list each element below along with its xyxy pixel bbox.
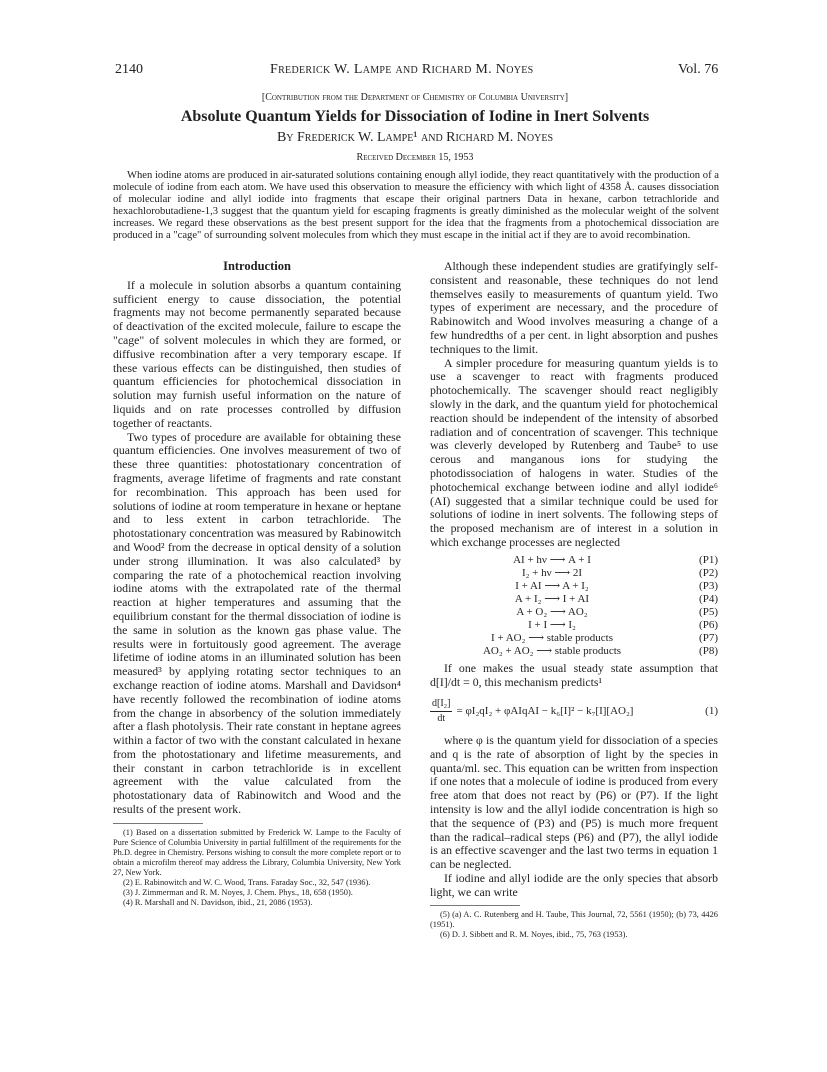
footnotes-left: [113, 828, 401, 908]
reaction-list: [430, 554, 718, 658]
reaction-label: (P4): [699, 592, 718, 605]
reaction-equation: A + I₂ ⟶ I + AI: [514, 592, 590, 605]
footnote-divider: [113, 823, 203, 824]
section-heading: Introduction: [223, 259, 291, 273]
equation-fraction: [430, 697, 452, 726]
right-column: [430, 260, 718, 940]
paper-title: Absolute Quantum Yields for Dissociation of Iodine in Inert Solvents: [180, 108, 650, 125]
equation-denominator: dt: [437, 713, 446, 725]
paragraph: If a molecule in solution absorbs a quantum containing sufficient energy to cause dissociation, the potential fragments may not become permanently separated because of deactivation of the excited molecule, failure to escape the "cage" of solvent molecules in which they are formed, or diffusive recombination after a very temporary escape. If these various effects can be distinguished, then studies of quantum efficiencies for photochemical dissociation in solution may furnish useful information on the nature of liquids and on rate processes controlled by diffusion together of reactants.: [113, 277, 401, 430]
reaction-row: [430, 554, 718, 567]
reaction-label: (P8): [699, 644, 718, 657]
paragraph: Although these independent studies are gratifyingly self-consistent and reasonable, these techniques do not lend themselves easily to measurements of quantum yield. Two types of experiment are necessary, and the procedure of Rabinowitch and Wood involves measuring a change of a few hundredths of a per cent. in light absorption and pushes techniques to the limit.: [430, 259, 718, 356]
footnote: (1) Based on a dissertation submitted by Frederick W. Lampe to the Faculty of Pure Science of Columbia University in partial fulfillment of the requirements for the Ph.D. degree in Chemistry. Persons wishing to consult the more complete report or to obtain a microfilm thereof may address the Library, Columbia University, New York 27, New York.: [113, 827, 401, 877]
page-number: 2140: [115, 62, 143, 77]
footnote: (3) J. Zimmerman and R. M. Noyes, J. Chem. Phys., 18, 658 (1950).: [123, 887, 353, 897]
reaction-row: [430, 567, 718, 580]
byline: By Frederick W. Lampe¹ and Richard M. Noyes: [276, 130, 554, 145]
reaction-label: (P5): [699, 605, 718, 618]
contribution-line: [Contribution from the Department of Chemistry of Columbia University]: [261, 92, 569, 103]
reaction-label: (P2): [699, 566, 718, 579]
paragraph: If one makes the usual steady state assumption that d[I]/dt = 0, this mechanism predicts¹: [430, 660, 718, 689]
paragraph: where φ is the quantum yield for dissociation of a species and q is the rate of absorption of light by the species in quanta/ml. sec. This equation can be written from inspection if one notes that a molecule of iodine is produced from every free atom that does not react by (P6) or (P7). If the light intensity is low and the allyl iodide concentration is high so that the sequence of (P3) and (P5) is much more frequent than the radical–radical steps (P6) and (P7), the allyl iodide is an effective scavenger and the last two terms in equation 1 can be neglected.: [430, 732, 718, 872]
reaction-label: (P6): [699, 618, 718, 631]
reaction-label: (P7): [699, 631, 718, 644]
equation-label: (1): [705, 704, 718, 717]
equation-numerator: d[I₂]: [430, 697, 452, 712]
received-date: Received December 15, 1953: [356, 152, 474, 163]
reaction-equation: AO₂ + AO₂ ⟶ stable products: [482, 644, 622, 657]
reaction-row: [430, 580, 718, 593]
reaction-row: [430, 606, 718, 619]
footnotes-right: [430, 910, 718, 940]
volume-label: Vol. 76: [678, 62, 719, 77]
rate-equation: [430, 697, 718, 726]
reaction-row: [430, 593, 718, 606]
reaction-equation: I₂ + hν ⟶ 2I: [521, 566, 583, 579]
equation-rhs: = φI₂qI₂ + φAIqAI − k₆[I]² − k₇[I][AO₂]: [456, 704, 634, 717]
reaction-equation: I + AI ⟶ A + I₂: [515, 579, 589, 592]
reaction-label: (P1): [699, 553, 718, 566]
reaction-label: (P3): [699, 579, 718, 592]
reaction-equation: AI + hν ⟶ A + I: [513, 553, 591, 566]
paragraph: A simpler procedure for measuring quantum yields is to use a scavenger to react with fragments produced photochemically. The scavenger should react negligibly slowly in the dark, and the quantum yield for photochemical reaction should be independent of the intensity of absorbed radiation and of concentration of scavenger. This technique was cleverly developed by Rutenberg and Taube⁵ to use cerous and manganous ions for studying the photodissociation of halogens in water. Studies of the photochemical exchange between iodine and allyl iodide⁶ (AI) suggested that a similar technique could be used for solutions of iodine in inert solvents. The following steps of the proposed mechanism are of interest in a solution in which exchange processes are neglected: [430, 355, 718, 549]
footnote: (4) R. Marshall and N. Davidson, ibid., 21, 2086 (1953).: [123, 897, 313, 907]
footnote: (5) (a) A. C. Rutenberg and H. Taube, This Journal, 72, 5561 (1950); (b) 73, 4426 (1951).: [430, 910, 718, 930]
reaction-row: [430, 619, 718, 632]
abstract: When iodine atoms are produced in air-saturated solutions containing enough allyl iodide, they react quantitatively with the production of a molecule of iodine from each atom. We have used this observation to measure the efficiency with which light of 4358 Å. causes dissociation of molecular iodine and allyl iodide into fragments that escape their original partners Data in hexane, carbon tetrachloride and hexachlorobutadiene-1,3 suggest that the quantum yield for escaping fragments is greatly diminished as the molecular weight of the solvent increases. We regard these observations as the best present support for the idea that the fragments from a photochemical dissociation are produced in a "cage" of surrounding solvent molecules from which they must escape in the initial act if they are to avoid recombination.: [113, 170, 719, 241]
reaction-row: [430, 645, 718, 658]
reaction-equation: I + I ⟶ I₂: [528, 618, 576, 631]
footnote-divider: [430, 905, 520, 906]
paragraph: Two types of procedure are available for obtaining these quantum efficiencies. One involves measurement of two of these three quantities: photostationary concentration of fragments, average lifetime of fragments and rate constant for recombination. This approach has been used for solutions of iodine at room temperature in hexane or heptane and to less extent in carbon tetrachloride. The photostationary concentration was measured by Rabinowitch and Wood² from the decrease in optical density of a solution under strong illumination. It was also calculated³ by comparing the rate of a photochemical reaction involving iodine atoms with the extrapolated rate of the thermal reaction at higher temperatures and assuming that the equilibrium constant for the thermal dissociation of iodine is the same in solution as the known gas phase value. The results were in fortuitously good agreement. The average lifetime of iodine atoms in an illuminated solution has been measured³ by applying rotating sector techniques to an exchange reaction of iodine atoms. Marshall and Davidson⁴ have recently followed the recombination of iodine atoms from the change in absorbency of the solution immediately after a flash photolysis. Their rate constant in heptane agrees within a factor of two with the constant calculated in hexane from the photostationary and lifetime measurements, and their constant in carbon tetrachloride is in excellent agreement with the value calculated from the photostationary data of Rabinowitch and Wood and the results of the present work.: [113, 429, 401, 817]
footnote: (2) E. Rabinowitch and W. C. Wood, Trans. Faraday Soc., 32, 547 (1936).: [123, 877, 371, 887]
reaction-equation: A + O₂ ⟶ AO₂: [516, 605, 588, 618]
reaction-row: [430, 632, 718, 645]
footnote: (6) D. J. Sibbett and R. M. Noyes, ibid., 75, 763 (1953).: [440, 930, 628, 940]
running-header-authors: Frederick W. Lampe and Richard M. Noyes: [270, 62, 534, 77]
paragraph: If iodine and allyl iodide are the only species that absorb light, we can write: [430, 870, 718, 899]
reaction-equation: I + AO₂ ⟶ stable products: [490, 631, 614, 644]
left-column: [113, 260, 401, 908]
